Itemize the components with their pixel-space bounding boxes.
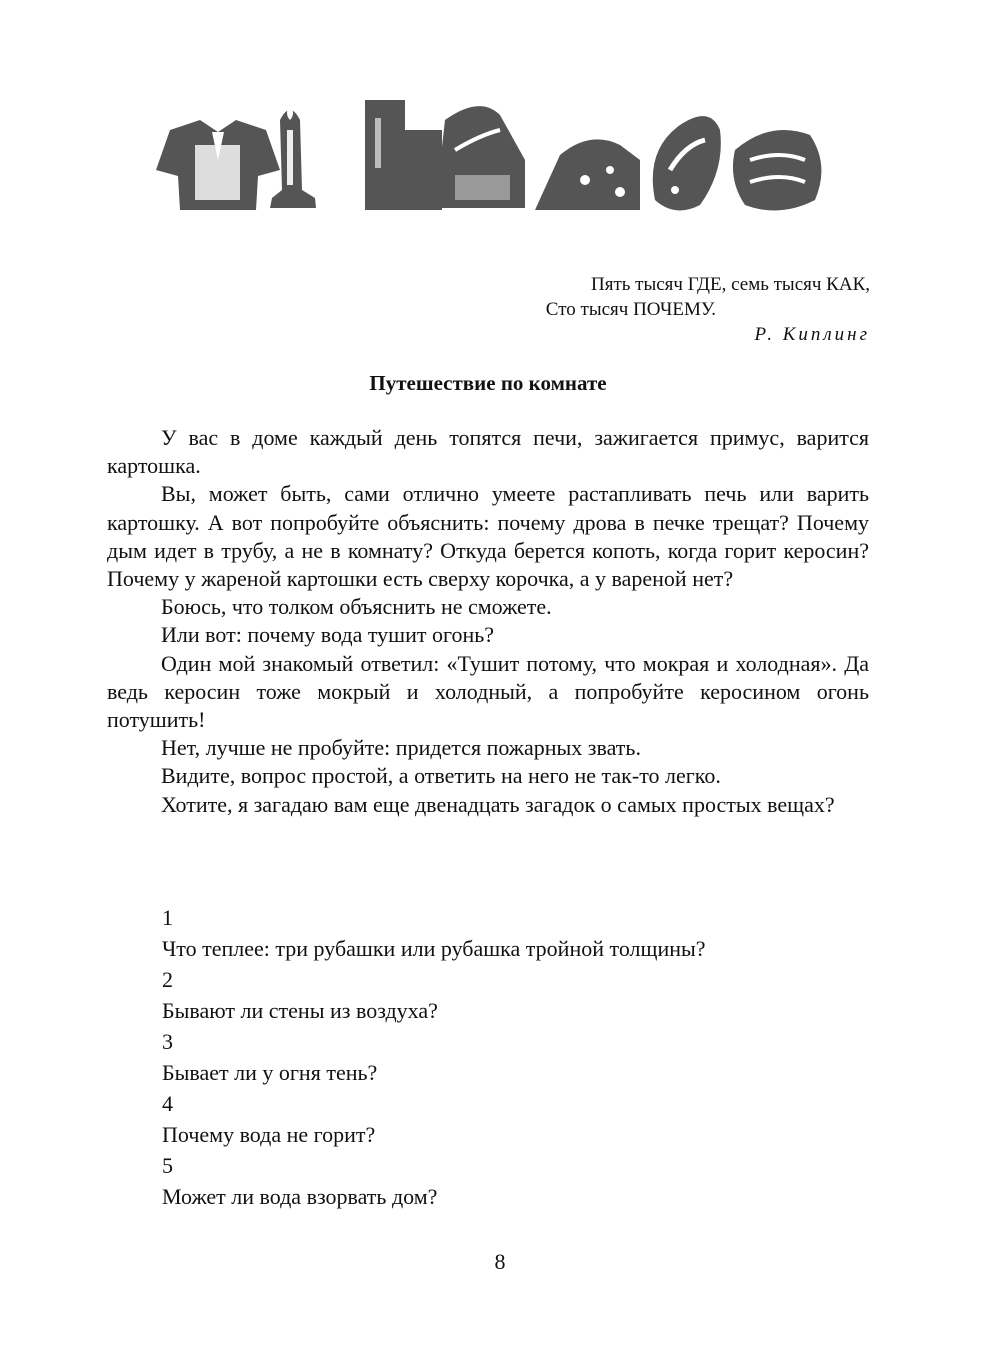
question-text: Бывают ли стены из воздуха?: [162, 998, 438, 1023]
stove-icon: [365, 100, 442, 210]
question-number: 1: [162, 905, 173, 930]
question-text: Бывает ли у огня тень?: [162, 1060, 378, 1085]
paragraph: Или вот: почему вода тушит огонь?: [161, 622, 495, 648]
paragraph: Вы, может быть, сами отлично умеете растапливать печь или варить картошку. А вот попробуйте объяснить: почему дрова в печке трещат? Почему дым идет в трубу, а не в комнату? Откуда берется копоть, когда горит керосин? Почему у жареной картошки есть сверху корочка, а у вареной нет?: [107, 481, 869, 592]
question-number: 2: [162, 967, 173, 992]
epigraph-line-2: Сто тысяч ПОЧЕМУ.: [545, 299, 716, 320]
page-number: 8: [494, 1249, 506, 1274]
bread-icon: [535, 139, 640, 210]
question-list: [162, 902, 862, 1212]
body-text: [107, 424, 869, 819]
shirt-icon: [156, 120, 280, 210]
question-number: 5: [162, 1153, 173, 1178]
paragraph: Хотите, я загадаю вам еще двенадцать загадок о самых простых вещах?: [161, 791, 835, 817]
epigraph-author: Р. Киплинг: [754, 324, 870, 345]
paragraph: Видите, вопрос простой, а ответить на него не так-то легко.: [161, 763, 721, 789]
epigraph: [370, 272, 870, 347]
paragraph: Нет, лучше не пробуйте: придется пожарных звать.: [161, 735, 641, 761]
question-number: 3: [162, 1029, 173, 1054]
skates-icon: [733, 130, 821, 210]
page-title: Путешествие по комнате: [369, 371, 607, 395]
question-text: Почему вода не горит?: [162, 1122, 376, 1147]
paragraph: Боюсь, что толком объяснить не сможете.: [161, 594, 552, 620]
epigraph-line-1: Пять тысяч ГДЕ, семь тысяч КАК,: [590, 274, 870, 295]
paragraph: У вас в доме каждый день топятся печи, зажигается примус, варится картошка.: [107, 425, 869, 479]
decorative-banner: [140, 90, 830, 220]
candle-icon: [270, 104, 316, 208]
potato-icon: [653, 116, 721, 210]
primus-icon: [440, 106, 525, 208]
question-text: Что теплее: три рубашки или рубашка тройной толщины?: [162, 936, 706, 961]
paragraph: Один мой знакомый ответил: «Тушит потому, что мокрая и холодная». Да ведь керосин тоже мокрый и холодный, а попробуйте керосином огонь потушить!: [107, 650, 869, 733]
question-text: Может ли вода взорвать дом?: [162, 1184, 438, 1209]
question-number: 4: [162, 1091, 173, 1116]
